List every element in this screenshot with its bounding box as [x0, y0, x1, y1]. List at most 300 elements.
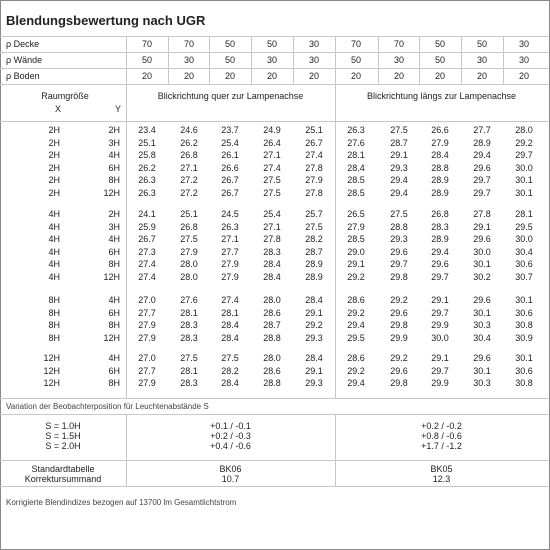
room-y: 2H — [108, 209, 120, 219]
ugr-value: 29.1 — [473, 221, 491, 232]
ugr-value: 27.4 — [138, 272, 156, 282]
reflectance-value: 20 — [308, 71, 319, 81]
ugr-value: 28.3 — [180, 320, 198, 331]
col-divider — [335, 84, 336, 398]
row-divider — [0, 36, 548, 37]
reflectance-value: 70 — [141, 39, 152, 49]
reflectance-value: 30 — [476, 55, 487, 65]
room-y: 6H — [108, 307, 120, 318]
ugr-value: 26.3 — [221, 221, 239, 232]
ugr-value: 29.1 — [390, 150, 408, 161]
ugr-value: 27.5 — [390, 125, 408, 135]
ugr-value: 29.7 — [431, 307, 449, 318]
footnote: Korrigierte Blendindizes bezogen auf 13700 lm Gesamtlichtstrom — [6, 498, 237, 507]
ugr-value: 29.8 — [390, 320, 408, 331]
ugr-value: 29.2 — [305, 320, 323, 331]
variation-laengs: +0.2 / -0.2 — [421, 421, 462, 431]
variation-laengs: +1.7 / -1.2 — [421, 441, 462, 451]
room-x: 4H — [48, 259, 60, 270]
ugr-value: 27.8 — [305, 162, 323, 173]
ugr-value: 29.7 — [431, 365, 449, 376]
ugr-value: 27.0 — [138, 295, 156, 305]
ugr-value: 27.7 — [473, 125, 491, 135]
room-y: 4H — [108, 295, 120, 305]
ugr-value: 28.0 — [263, 295, 281, 305]
ugr-value: 28.6 — [347, 353, 365, 363]
room-y: 3H — [108, 137, 120, 148]
reflectance-label: ρ Wände — [6, 55, 43, 65]
ugr-value: 28.4 — [431, 150, 449, 161]
ugr-value: 30.0 — [515, 234, 533, 245]
ugr-value: 28.3 — [180, 332, 198, 343]
variation-title: Variation der Beobachterposition für Leuchtenabstände S — [6, 402, 209, 411]
room-x: 12H — [43, 353, 60, 363]
ugr-value: 27.2 — [180, 175, 198, 186]
ugr-value: 29.0 — [347, 246, 365, 257]
ugr-value: 28.9 — [431, 188, 449, 198]
ugr-value: 29.2 — [390, 353, 408, 363]
ugr-value: 29.4 — [390, 188, 408, 198]
room-y: 4H — [108, 150, 120, 161]
ugr-value: 27.4 — [263, 162, 281, 173]
direction-laengs-header: Blickrichtung längs zur Lampenachse — [366, 91, 517, 101]
ugr-value: 26.7 — [305, 137, 323, 148]
ugr-value: 28.5 — [347, 188, 365, 198]
ugr-value: 26.8 — [431, 209, 449, 219]
ugr-value: 24.1 — [138, 209, 156, 219]
reflectance-value: 30 — [393, 55, 404, 65]
col-divider — [419, 36, 420, 84]
ugr-value: 24.5 — [221, 209, 239, 219]
ugr-value: 29.2 — [347, 272, 365, 282]
ugr-value: 28.9 — [305, 259, 323, 270]
ugr-value: 29.2 — [390, 295, 408, 305]
ugr-value: 27.3 — [138, 246, 156, 257]
correction-label: Korrektursummand — [24, 474, 102, 484]
ugr-value: 27.5 — [180, 234, 198, 245]
variation-label: S = 1.0H — [45, 421, 81, 431]
ugr-value: 29.6 — [473, 353, 491, 363]
ugr-value: 28.2 — [221, 365, 239, 376]
ugr-value: 27.9 — [138, 378, 156, 389]
ugr-value: 28.3 — [263, 246, 281, 257]
reflectance-value: 50 — [350, 55, 361, 65]
quer-correction: 10.7 — [221, 474, 240, 484]
ugr-value: 25.1 — [305, 125, 323, 135]
room-y: 12H — [103, 272, 120, 282]
ugr-value: 28.4 — [221, 378, 239, 389]
ugr-value: 26.6 — [431, 125, 449, 135]
ugr-value: 27.8 — [263, 234, 281, 245]
ugr-value: 28.4 — [263, 272, 281, 282]
ugr-value: 29.7 — [431, 272, 449, 282]
reflectance-value: 30 — [308, 39, 319, 49]
room-y: 6H — [108, 246, 120, 257]
reflectance-value: 50 — [434, 39, 445, 49]
col-divider — [126, 84, 127, 398]
ugr-value: 30.7 — [515, 272, 533, 282]
row-divider — [0, 68, 548, 69]
standard-label: Standardtabelle — [31, 464, 95, 474]
ugr-value: 27.1 — [263, 150, 281, 161]
variation-label: S = 1.5H — [45, 431, 81, 441]
ugr-value: 27.5 — [263, 175, 281, 186]
ugr-value: 27.2 — [180, 188, 198, 198]
laengs-correction: 12.3 — [432, 474, 451, 484]
ugr-value: 29.6 — [473, 234, 491, 245]
reflectance-value: 30 — [518, 39, 529, 49]
reflectance-label: ρ Boden — [6, 71, 40, 81]
reflectance-value: 50 — [266, 39, 277, 49]
ugr-value: 26.7 — [221, 175, 239, 186]
ugr-value: 29.1 — [347, 259, 365, 270]
ugr-value: 29.3 — [305, 332, 323, 343]
quer-standard-table: BK06 — [219, 464, 242, 474]
ugr-value: 27.5 — [390, 209, 408, 219]
ugr-value: 30.2 — [473, 272, 491, 282]
ugr-value: 30.1 — [515, 353, 533, 363]
ugr-value: 30.9 — [515, 332, 533, 343]
ugr-value: 28.9 — [431, 175, 449, 186]
ugr-value: 25.7 — [305, 209, 323, 219]
ugr-value: 28.1 — [180, 365, 198, 376]
ugr-value: 30.1 — [515, 188, 533, 198]
ugr-value: 29.1 — [431, 353, 449, 363]
ugr-value: 30.1 — [473, 365, 491, 376]
ugr-value: 28.4 — [305, 353, 323, 363]
room-x: 8H — [48, 332, 60, 343]
ugr-value: 29.2 — [347, 307, 365, 318]
ugr-value: 30.3 — [473, 378, 491, 389]
ugr-value: 29.6 — [390, 307, 408, 318]
ugr-value: 25.8 — [138, 150, 156, 161]
room-x: 8H — [48, 307, 60, 318]
ugr-value: 27.9 — [347, 221, 365, 232]
ugr-value: 30.6 — [515, 307, 533, 318]
ugr-value: 28.9 — [473, 137, 491, 148]
ugr-value: 30.1 — [515, 175, 533, 186]
col-divider — [335, 36, 336, 84]
reflectance-value: 20 — [393, 71, 404, 81]
ugr-value: 28.4 — [221, 320, 239, 331]
ugr-value: 26.3 — [347, 125, 365, 135]
reflectance-value: 50 — [434, 55, 445, 65]
reflectance-value: 20 — [476, 71, 487, 81]
variation-quer: +0.2 / -0.3 — [210, 431, 251, 441]
ugr-value: 27.7 — [138, 307, 156, 318]
col-divider — [503, 36, 504, 84]
reflectance-value: 70 — [393, 39, 404, 49]
row-divider — [0, 84, 548, 85]
ugr-value: 30.4 — [473, 332, 491, 343]
col-divider — [378, 36, 379, 84]
ugr-value: 30.0 — [431, 332, 449, 343]
room-y: 6H — [108, 365, 120, 376]
room-x: 2H — [48, 175, 60, 186]
ugr-value: 27.9 — [305, 175, 323, 186]
row-divider — [0, 52, 548, 53]
col-divider — [251, 36, 252, 84]
reflectance-value: 20 — [350, 71, 361, 81]
col-divider — [209, 36, 210, 84]
ugr-value: 26.3 — [138, 175, 156, 186]
room-y: 8H — [108, 320, 120, 331]
reflectance-value: 30 — [308, 55, 319, 65]
ugr-value: 26.7 — [138, 234, 156, 245]
ugr-value: 26.2 — [138, 162, 156, 173]
ugr-value: 29.7 — [515, 150, 533, 161]
reflectance-value: 50 — [141, 55, 152, 65]
room-y: 6H — [108, 162, 120, 173]
ugr-value: 28.1 — [221, 307, 239, 318]
ugr-value: 29.9 — [390, 332, 408, 343]
ugr-value: 29.4 — [347, 378, 365, 389]
ugr-value: 25.1 — [180, 209, 198, 219]
ugr-value: 27.6 — [180, 295, 198, 305]
ugr-value: 28.5 — [347, 175, 365, 186]
ugr-value: 28.0 — [180, 272, 198, 282]
ugr-value: 23.4 — [138, 125, 156, 135]
ugr-value: 29.1 — [305, 307, 323, 318]
ugr-value: 28.4 — [263, 259, 281, 270]
ugr-value: 29.6 — [390, 246, 408, 257]
ugr-value: 28.0 — [515, 125, 533, 135]
room-x: 4H — [48, 272, 60, 282]
ugr-value: 28.8 — [390, 221, 408, 232]
ugr-value: 29.4 — [431, 246, 449, 257]
room-y: 12H — [103, 188, 120, 198]
row-divider — [0, 398, 548, 399]
ugr-value: 27.5 — [221, 353, 239, 363]
col-divider — [126, 36, 127, 84]
ugr-value: 29.8 — [390, 272, 408, 282]
room-x: 4H — [48, 234, 60, 245]
ugr-value: 26.5 — [347, 209, 365, 219]
ugr-value: 27.5 — [180, 353, 198, 363]
ugr-value: 27.8 — [305, 188, 323, 198]
ugr-value: 30.6 — [515, 365, 533, 376]
reflectance-value: 20 — [141, 71, 152, 81]
ugr-value: 28.8 — [263, 378, 281, 389]
laengs-standard-table: BK05 — [430, 464, 453, 474]
row-divider — [0, 121, 548, 122]
room-y: 12H — [103, 332, 120, 343]
ugr-value: 29.2 — [515, 137, 533, 148]
ugr-value: 29.1 — [305, 365, 323, 376]
y-header: Y — [114, 104, 121, 114]
room-x: 4H — [48, 209, 60, 219]
ugr-value: 29.7 — [473, 175, 491, 186]
ugr-value: 29.1 — [431, 295, 449, 305]
ugr-value: 26.6 — [221, 162, 239, 173]
room-x: 2H — [48, 137, 60, 148]
ugr-value: 29.5 — [347, 332, 365, 343]
ugr-value: 28.6 — [263, 365, 281, 376]
reflectance-value: 70 — [350, 39, 361, 49]
row-divider — [0, 486, 548, 487]
ugr-value: 27.9 — [221, 272, 239, 282]
reflectance-value: 50 — [224, 39, 235, 49]
room-x: 8H — [48, 320, 60, 331]
ugr-value: 26.7 — [221, 188, 239, 198]
ugr-value: 24.9 — [263, 125, 281, 135]
reflectance-value: 20 — [224, 71, 235, 81]
ugr-value: 28.6 — [263, 307, 281, 318]
room-y: 4H — [108, 353, 120, 363]
ugr-value: 27.9 — [138, 320, 156, 331]
col-divider — [168, 36, 169, 84]
room-x: 2H — [48, 150, 60, 161]
ugr-value: 27.4 — [138, 259, 156, 270]
room-x: 2H — [48, 125, 60, 135]
ugr-value: 29.3 — [390, 162, 408, 173]
direction-quer-header: Blickrichtung quer zur Lampenachse — [157, 91, 304, 101]
ugr-value: 28.7 — [263, 320, 281, 331]
reflectance-value: 50 — [224, 55, 235, 65]
room-x: 8H — [48, 295, 60, 305]
ugr-value: 29.7 — [473, 188, 491, 198]
ugr-value: 25.9 — [138, 221, 156, 232]
col-divider — [461, 36, 462, 84]
ugr-value: 27.1 — [221, 234, 239, 245]
ugr-value: 27.0 — [138, 353, 156, 363]
ugr-value: 29.8 — [390, 378, 408, 389]
ugr-value: 28.9 — [431, 234, 449, 245]
ugr-value: 29.2 — [347, 365, 365, 376]
ugr-value: 28.8 — [263, 332, 281, 343]
room-y: 8H — [108, 378, 120, 389]
reflectance-value: 50 — [476, 39, 487, 49]
room-x: 2H — [48, 188, 60, 198]
ugr-value: 28.4 — [305, 295, 323, 305]
ugr-value: 29.4 — [390, 175, 408, 186]
ugr-value: 30.8 — [515, 378, 533, 389]
variation-quer: +0.4 / -0.6 — [210, 441, 251, 451]
ugr-value: 27.8 — [473, 209, 491, 219]
reflectance-value: 70 — [183, 39, 194, 49]
ugr-value: 30.1 — [473, 307, 491, 318]
ugr-value: 23.7 — [221, 125, 239, 135]
variation-quer: +0.1 / -0.1 — [210, 421, 251, 431]
ugr-value: 28.7 — [305, 246, 323, 257]
ugr-value: 27.5 — [263, 188, 281, 198]
ugr-value: 27.4 — [221, 295, 239, 305]
x-header: X — [54, 104, 61, 114]
ugr-value: 29.6 — [473, 162, 491, 173]
ugr-value: 28.3 — [431, 221, 449, 232]
room-x: 4H — [48, 246, 60, 257]
ugr-value: 29.6 — [431, 259, 449, 270]
ugr-value: 27.6 — [347, 137, 365, 148]
ugr-value: 29.3 — [390, 234, 408, 245]
page-title: Blendungsbewertung nach UGR — [6, 13, 206, 28]
ugr-value: 28.9 — [305, 272, 323, 282]
ugr-value: 29.6 — [390, 365, 408, 376]
ugr-value: 28.1 — [180, 307, 198, 318]
ugr-value: 26.3 — [138, 188, 156, 198]
room-x: 12H — [43, 378, 60, 389]
ugr-value: 29.9 — [431, 378, 449, 389]
room-y: 8H — [108, 175, 120, 186]
row-divider — [0, 460, 548, 461]
ugr-value: 28.5 — [347, 234, 365, 245]
ugr-value: 27.9 — [138, 332, 156, 343]
ugr-value: 28.4 — [221, 332, 239, 343]
ugr-value: 25.1 — [138, 137, 156, 148]
ugr-value: 29.7 — [390, 259, 408, 270]
reflectance-value: 20 — [518, 71, 529, 81]
ugr-value: 28.0 — [263, 353, 281, 363]
room-size-header: Raumgröße — [41, 91, 89, 101]
col-divider — [293, 36, 294, 84]
ugr-value: 28.1 — [347, 150, 365, 161]
reflectance-value: 20 — [266, 71, 277, 81]
variation-label: S = 2.0H — [45, 441, 81, 451]
ugr-value: 30.4 — [515, 246, 533, 257]
ugr-value: 28.4 — [347, 162, 365, 173]
ugr-value: 27.9 — [431, 137, 449, 148]
room-x: 12H — [43, 365, 60, 376]
ugr-value: 28.0 — [180, 259, 198, 270]
ugr-value: 27.9 — [221, 259, 239, 270]
ugr-value: 29.4 — [473, 150, 491, 161]
ugr-value: 27.5 — [305, 221, 323, 232]
reflectance-value: 20 — [434, 71, 445, 81]
variation-laengs: +0.8 / -0.6 — [421, 431, 462, 441]
room-y: 8H — [108, 259, 120, 270]
reflectance-label: ρ Decke — [6, 39, 40, 49]
ugr-value: 28.7 — [390, 137, 408, 148]
reflectance-value: 30 — [266, 55, 277, 65]
ugr-value: 30.3 — [473, 320, 491, 331]
ugr-value: 28.3 — [180, 378, 198, 389]
ugr-value: 26.8 — [180, 221, 198, 232]
reflectance-value: 30 — [518, 55, 529, 65]
ugr-value: 26.4 — [263, 137, 281, 148]
ugr-value: 25.4 — [263, 209, 281, 219]
ugr-value: 28.8 — [431, 162, 449, 173]
ugr-value: 30.1 — [473, 259, 491, 270]
reflectance-value: 20 — [183, 71, 194, 81]
ugr-value: 28.2 — [305, 234, 323, 245]
ugr-value: 27.7 — [221, 246, 239, 257]
ugr-value: 26.2 — [180, 137, 198, 148]
ugr-value: 24.6 — [180, 125, 198, 135]
ugr-value: 27.1 — [263, 221, 281, 232]
room-y: 3H — [108, 221, 120, 232]
ugr-value: 30.0 — [473, 246, 491, 257]
row-divider — [0, 414, 548, 415]
ugr-value: 27.4 — [305, 150, 323, 161]
room-x: 2H — [48, 162, 60, 173]
ugr-value: 30.1 — [515, 295, 533, 305]
ugr-value: 28.1 — [515, 209, 533, 219]
ugr-value: 30.6 — [515, 259, 533, 270]
room-y: 2H — [108, 125, 120, 135]
ugr-value: 29.4 — [347, 320, 365, 331]
ugr-value: 26.1 — [221, 150, 239, 161]
room-y: 4H — [108, 234, 120, 245]
ugr-value: 26.8 — [180, 150, 198, 161]
ugr-value: 30.8 — [515, 320, 533, 331]
ugr-value: 27.9 — [180, 246, 198, 257]
room-x: 4H — [48, 221, 60, 232]
ugr-value: 29.9 — [431, 320, 449, 331]
ugr-value: 29.5 — [515, 221, 533, 232]
ugr-value: 30.0 — [515, 162, 533, 173]
ugr-value: 25.4 — [221, 137, 239, 148]
ugr-value: 28.6 — [347, 295, 365, 305]
